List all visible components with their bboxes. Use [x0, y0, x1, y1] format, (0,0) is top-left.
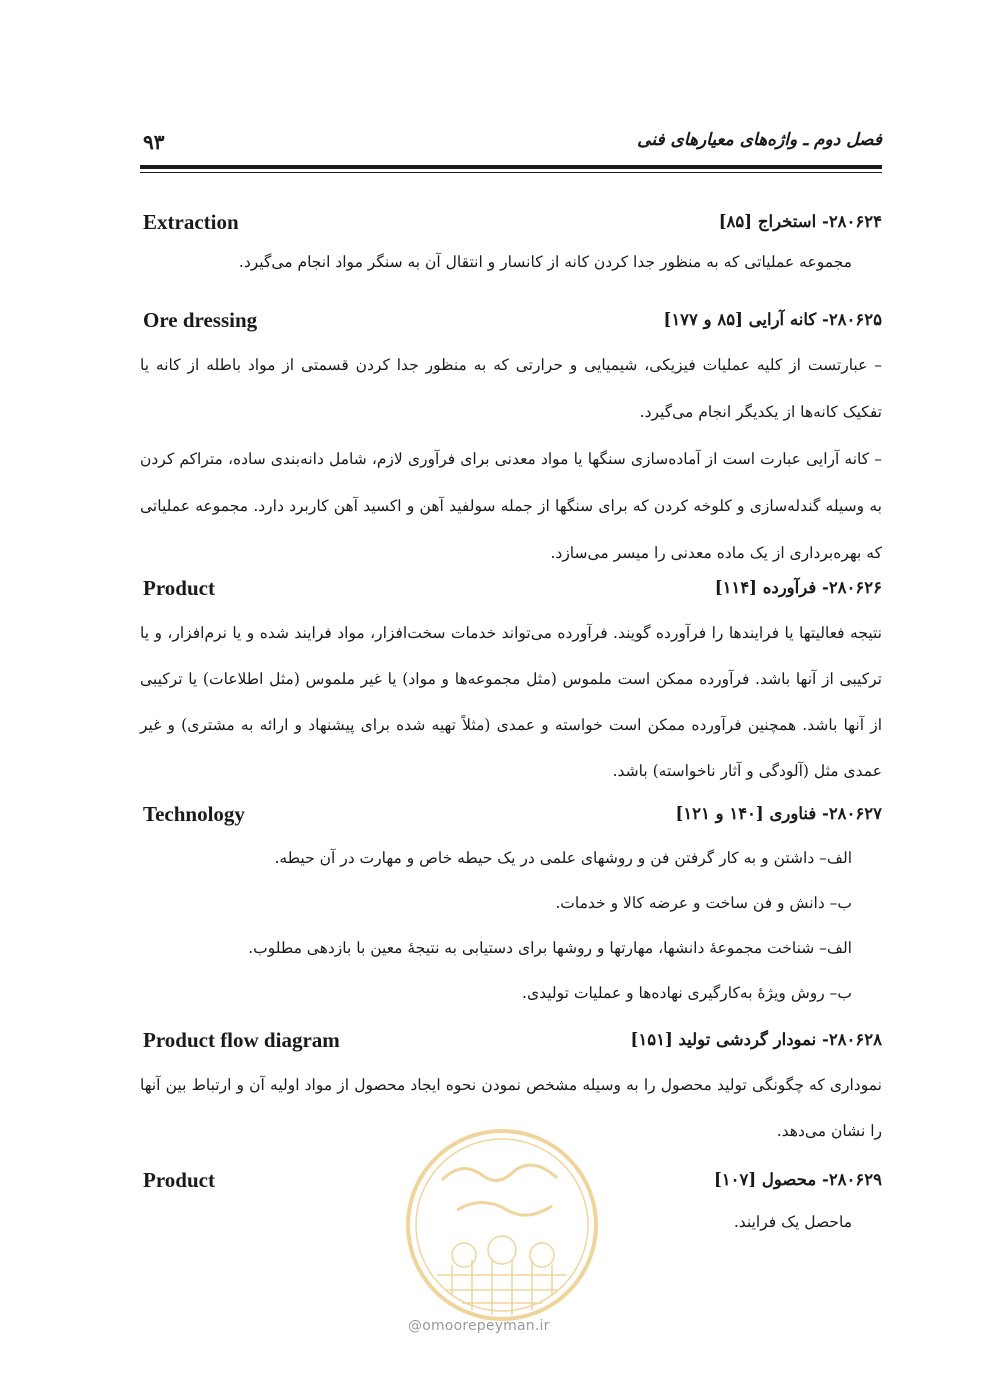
- entry-paragraph: ب– روش ویژهٔ به‌کارگیری نهاده‌ها و عملیات تولیدی.: [522, 984, 852, 1002]
- entry-product-1: [140, 578, 882, 794]
- entry-heading-fa: ۲۸۰۶۲۴- استخراج [۸۵]: [718, 212, 882, 231]
- stamp-logo-icon: [402, 1125, 602, 1325]
- entry-heading-fa: ۲۸۰۶۲۶- فرآورده [۱۱۴]: [714, 578, 882, 597]
- entry-heading-fa: ۲۸۰۶۲۷- فناوری [۱۴۰ و ۱۲۱]: [675, 804, 882, 823]
- entry-paragraph: نتیجه فعالیتها یا فرایندها را فرآورده گویند. فرآورده می‌تواند خدمات سخت‌افزار، مواد فرایند شده و یا نرم‌افزار، و یا ترکیبی از آنها باشد. فرآورده ممکن است ملموس (مثل مجموعه‌ها و مواد) یا غیر ملموس (مثل اطلاعات) یا ترکیبی از آنها باشد. همچنین فرآورده ممکن است خواسته و عمدی (مثلاً تهیه شده برای پیشنهاد و ارائه به مشتری) و غیر عمدی مثل (آلودگی و آثار ناخواسته) باشد.: [140, 624, 882, 780]
- entry-paragraph: ماحصل یک فرایند.: [733, 1213, 852, 1231]
- entry-heading-fa: ۲۸۰۶۲۹- محصول [۱۰۷]: [713, 1170, 882, 1189]
- entry-heading-en: Ore dressing: [143, 308, 258, 332]
- watermark-url: @omoorepeyman.ir: [408, 1318, 550, 1334]
- entry-paragraph: نموداری که چگونگی تولید محصول را به وسیله مشخص نمودن نحوه ایجاد محصول از مواد اولیه آن و ارتباط بین آنها را نشان می‌دهد.: [140, 1076, 882, 1140]
- header-rule-thin: [140, 172, 882, 173]
- entry-paragraph: – کانه آرایی عبارت است از آماده‌سازی سنگها یا مواد معدنی برای فرآوری لازم، شامل دانه‌بندی ساده، متراکم کردن به وسیله گندله‌سازی و کلوخه کردن که برای سنگها از جمله سولفید آهن و اکسید آهن کاربرد دارد. مجموعه عملیاتی که بهره‌برداری از یک ماده معدنی را میسر می‌سازد.: [140, 450, 882, 562]
- entry-paragraph: الف– داشتن و به کار گرفتن فن و روشهای علمی در یک حیطه خاص و مهارت در آن حیطه.: [274, 849, 852, 867]
- chapter-title: فصل دوم ـ واژه‌های معیارهای فنی: [637, 130, 882, 150]
- entry-ore-dressing: [140, 310, 882, 577]
- entry-paragraph: – عبارتست از کلیه عملیات فیزیکی، شیمیایی و حرارتی که به منظور جدا کردن قسمتی از مواد باطله از کانه یا تفکیک کانه‌ها از یکدیگر انجام می‌گیرد.: [140, 356, 882, 421]
- entry-technology: [140, 804, 882, 1016]
- entry-heading-en: Product: [143, 1168, 215, 1192]
- entry-paragraph: الف– شناخت مجموعهٔ دانشها، مهارتها و روشها برای دستیابی به نتیجهٔ معین با بازدهی مطلوب.: [248, 939, 852, 957]
- header-rule-thick: [140, 165, 882, 169]
- entry-heading-en: Extraction: [143, 210, 239, 234]
- entry-heading-en: Product flow diagram: [143, 1028, 340, 1052]
- entry-paragraph: مجموعه عملیاتی که به منظور جدا کردن کانه از کانسار و انتقال آن به سنگر مواد انجام می‌گیرد.: [238, 253, 852, 271]
- entry-heading-en: Product: [143, 576, 215, 600]
- page-number: ۹۳: [143, 130, 165, 154]
- entry-heading-fa: ۲۸۰۶۲۸- نمودار گردشی تولید [۱۵۱]: [630, 1030, 882, 1049]
- entry-heading-en: Technology: [143, 802, 245, 826]
- entry-paragraph: ب– دانش و فن ساخت و عرضه کالا و خدمات.: [555, 894, 852, 912]
- entry-heading-fa: ۲۸۰۶۲۵- کانه آرایی [۸۵ و ۱۷۷]: [663, 310, 882, 329]
- entry-extraction: [140, 212, 882, 284]
